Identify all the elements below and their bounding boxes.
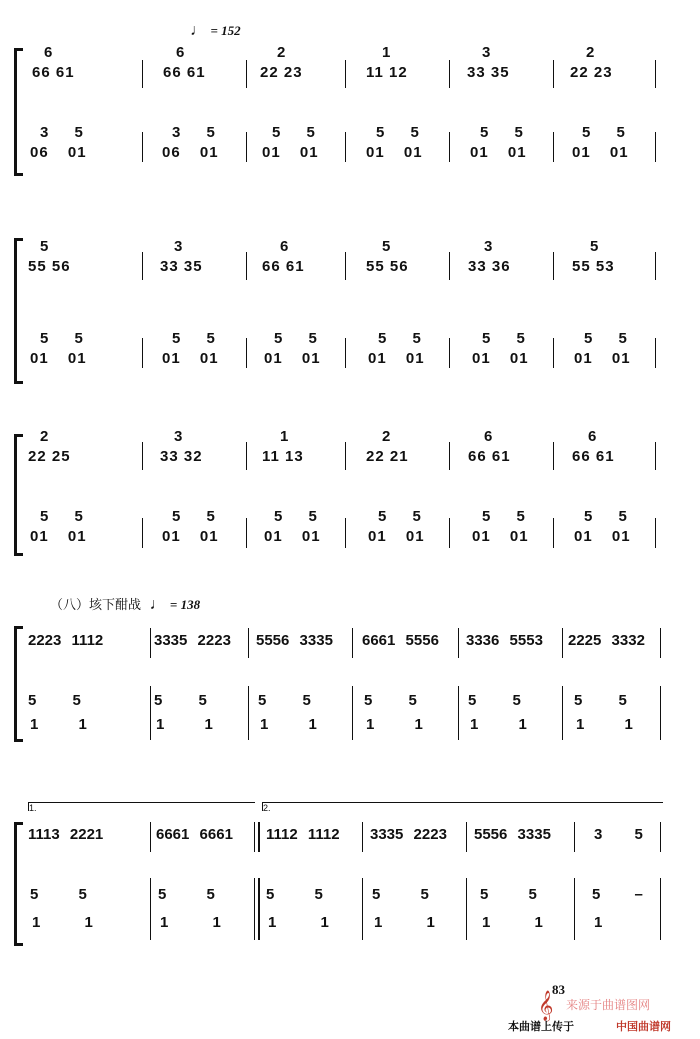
barline	[352, 686, 353, 740]
chord-note: 3 5	[40, 124, 84, 141]
barline	[142, 338, 143, 368]
measure-notes: 3335 2223	[370, 826, 447, 843]
chord-note: 5 5	[364, 692, 418, 709]
chord-note: 5 5	[40, 330, 84, 347]
chord-note: 2	[586, 44, 596, 61]
measure-notes: 55 56	[28, 258, 71, 275]
barline	[553, 338, 554, 368]
watermark-url: 来源于曲谱图网	[566, 998, 651, 1012]
chord-note: 5 5	[172, 330, 216, 347]
measure-notes: 22 25	[28, 448, 71, 465]
measure-notes: 5556 3335	[474, 826, 551, 843]
repeat-barline	[254, 822, 255, 852]
measure-notes: 1 1	[576, 716, 634, 733]
chord-note: 5 5	[158, 886, 216, 903]
system-brace	[14, 434, 23, 556]
chord-note: 5 –	[592, 886, 644, 903]
chord-note: 5 5	[480, 886, 538, 903]
measure-notes: 01 01	[262, 144, 319, 161]
measure-notes: 1 1	[160, 914, 222, 931]
barline	[449, 252, 450, 280]
barline	[660, 686, 661, 740]
chord-note: 5	[40, 238, 50, 255]
chord-note: 5 5	[28, 692, 82, 709]
measure-notes: 1113 2221	[28, 826, 104, 843]
measure-notes: 11 13	[262, 448, 304, 465]
measure-notes: 66 61	[468, 448, 511, 465]
chord-note: 5 5	[266, 886, 324, 903]
measure-notes: 66 61	[572, 448, 615, 465]
measure-notes: 01 01	[30, 350, 87, 367]
system-brace	[14, 48, 23, 176]
measure-notes: 3 5	[594, 826, 644, 843]
measure-notes: 01 01	[574, 528, 631, 545]
measure-notes: 01 01	[30, 528, 87, 545]
barline	[574, 878, 575, 940]
measure-notes: 1 1	[366, 716, 424, 733]
chord-note: 5 5	[584, 508, 628, 525]
measure-notes: 5556 3335	[256, 632, 333, 649]
barline	[345, 252, 346, 280]
barline	[345, 518, 346, 548]
measure-notes: 55 53	[572, 258, 615, 275]
chord-note: 3	[482, 44, 492, 61]
measure-notes: 1 1	[260, 716, 318, 733]
barline	[246, 132, 247, 162]
measure-notes: 01 01	[472, 528, 529, 545]
measure-notes: 66 61	[32, 64, 75, 81]
barline	[562, 686, 563, 740]
system-brace	[14, 626, 23, 742]
measure-notes: 3336 5553	[466, 632, 543, 649]
barline	[449, 338, 450, 368]
treble-clef-icon: 𝄞	[538, 990, 554, 1020]
measure-notes: 01 01	[366, 144, 423, 161]
measure-notes: 01 01	[368, 528, 425, 545]
measure-notes: 22 23	[570, 64, 613, 81]
chord-note: 5 5	[272, 124, 316, 141]
barline	[246, 442, 247, 470]
barline	[655, 132, 656, 162]
chord-note: 5 5	[154, 692, 208, 709]
chord-note: 5 5	[482, 508, 526, 525]
barline	[150, 628, 151, 658]
section-heading	[50, 594, 200, 614]
barline	[248, 686, 249, 740]
barline	[562, 628, 563, 658]
barline	[246, 252, 247, 280]
chord-note: 6	[280, 238, 290, 255]
barline	[150, 822, 151, 852]
barline	[362, 822, 363, 852]
measure-notes: 1 1	[482, 914, 544, 931]
measure-notes: 66 61	[262, 258, 305, 275]
barline	[458, 686, 459, 740]
measure-notes: 01 01	[264, 350, 321, 367]
measure-notes: 06 01	[162, 144, 219, 161]
measure-notes: 33 35	[467, 64, 510, 81]
measure-notes: 1112 1112	[266, 826, 340, 843]
measure-notes: 6661 6661	[156, 826, 233, 843]
measure-notes: 1	[594, 914, 604, 931]
barline	[352, 628, 353, 658]
barline	[345, 60, 346, 88]
chord-note: 5 5	[372, 886, 430, 903]
barline	[449, 60, 450, 88]
measure-notes: 01 01	[162, 528, 219, 545]
barline	[246, 518, 247, 548]
barline	[655, 60, 656, 88]
chord-note: 3	[174, 428, 184, 445]
barline	[150, 878, 151, 940]
barline	[142, 442, 143, 470]
chord-note: 5	[590, 238, 600, 255]
chord-note: 6	[484, 428, 494, 445]
barline	[362, 878, 363, 940]
measure-notes: 2223 1112	[28, 632, 104, 649]
chord-note: 5 5	[40, 508, 84, 525]
chord-note: 6	[44, 44, 54, 61]
repeat-barline	[258, 878, 260, 940]
measure-notes: 01 01	[470, 144, 527, 161]
chord-note: 1	[382, 44, 392, 61]
page-number: 83	[552, 982, 565, 997]
barline	[553, 252, 554, 280]
measure-notes: 2225 3332	[568, 632, 645, 649]
chord-note: 5 5	[584, 330, 628, 347]
measure-notes: 01 01	[368, 350, 425, 367]
volta-1: 1.	[28, 802, 255, 811]
measure-notes: 06 01	[30, 144, 87, 161]
volta-2: 2.	[262, 802, 663, 811]
measure-notes: 01 01	[572, 144, 629, 161]
chord-note: 5 5	[468, 692, 522, 709]
chord-note: 5 5	[376, 124, 420, 141]
barline	[150, 686, 151, 740]
measure-notes: 1 1	[156, 716, 214, 733]
footer-text: 本曲谱上传于	[508, 1021, 574, 1033]
barline	[142, 252, 143, 280]
chord-note: 5 5	[258, 692, 312, 709]
measure-notes: 55 56	[366, 258, 409, 275]
chord-note: 5 5	[480, 124, 524, 141]
system-brace	[14, 822, 23, 946]
barline	[142, 60, 143, 88]
barline	[466, 822, 467, 852]
barline	[449, 132, 450, 162]
chord-note: 5 5	[582, 124, 626, 141]
barline	[246, 60, 247, 88]
barline	[553, 60, 554, 88]
measure-notes: 1 1	[268, 914, 330, 931]
measure-notes: 11 12	[366, 64, 408, 81]
chord-note: 5 5	[172, 508, 216, 525]
chord-note: 5	[382, 238, 392, 255]
barline	[345, 132, 346, 162]
barline	[248, 628, 249, 658]
measure-notes: 01 01	[472, 350, 529, 367]
chord-note: 3	[484, 238, 494, 255]
barline	[655, 442, 656, 470]
measure-notes: 22 21	[366, 448, 409, 465]
barline	[466, 878, 467, 940]
chord-note: 3	[174, 238, 184, 255]
tempo-marking-2: = 138	[169, 597, 201, 612]
barline	[574, 822, 575, 852]
barline	[246, 338, 247, 368]
chord-note: 3 5	[172, 124, 216, 141]
measure-notes: 1 1	[32, 914, 94, 931]
barline	[449, 518, 450, 548]
chord-note: 5 5	[482, 330, 526, 347]
section-title: （八）垓下酣战	[50, 598, 142, 613]
measure-notes: 6661 5556	[362, 632, 439, 649]
barline	[449, 442, 450, 470]
barline	[142, 518, 143, 548]
system-brace	[14, 238, 23, 384]
barline	[655, 252, 656, 280]
chord-note: 5 5	[574, 692, 628, 709]
quarter-note-icon: ♩	[190, 22, 206, 39]
barline	[458, 628, 459, 658]
measure-notes: 33 32	[160, 448, 203, 465]
watermark-logo: 中国曲谱网	[616, 1021, 671, 1033]
chord-note: 5 5	[378, 508, 422, 525]
chord-note: 6	[176, 44, 186, 61]
measure-notes: 01 01	[574, 350, 631, 367]
chord-note: 6	[588, 428, 598, 445]
chord-note: 5 5	[378, 330, 422, 347]
measure-notes: 66 61	[163, 64, 206, 81]
barline	[660, 628, 661, 658]
chord-note: 5 5	[30, 886, 88, 903]
chord-note: 5 5	[274, 508, 318, 525]
measure-notes: 33 36	[468, 258, 511, 275]
chord-note: 2	[40, 428, 50, 445]
repeat-barline	[254, 878, 255, 940]
measure-notes: 01 01	[162, 350, 219, 367]
barline	[345, 442, 346, 470]
barline	[655, 338, 656, 368]
chord-note: 2	[277, 44, 287, 61]
barline	[660, 878, 661, 940]
measure-notes: 1 1	[470, 716, 528, 733]
tempo-marking-1: ♩ = 152	[190, 22, 241, 39]
measure-notes: 33 35	[160, 258, 203, 275]
repeat-barline	[258, 822, 260, 852]
quarter-note-icon: ♩	[149, 596, 166, 613]
chord-note: 1	[280, 428, 290, 445]
measure-notes: 1 1	[374, 914, 436, 931]
chord-note: 5 5	[274, 330, 318, 347]
measure-notes: 3335 2223	[154, 632, 231, 649]
measure-notes: 22 23	[260, 64, 303, 81]
chord-note: 2	[382, 428, 392, 445]
measure-notes: 01 01	[264, 528, 321, 545]
barline	[345, 338, 346, 368]
barline	[553, 442, 554, 470]
barline	[553, 132, 554, 162]
barline	[655, 518, 656, 548]
barline	[660, 822, 661, 852]
barline	[553, 518, 554, 548]
barline	[142, 132, 143, 162]
measure-notes: 1 1	[30, 716, 88, 733]
